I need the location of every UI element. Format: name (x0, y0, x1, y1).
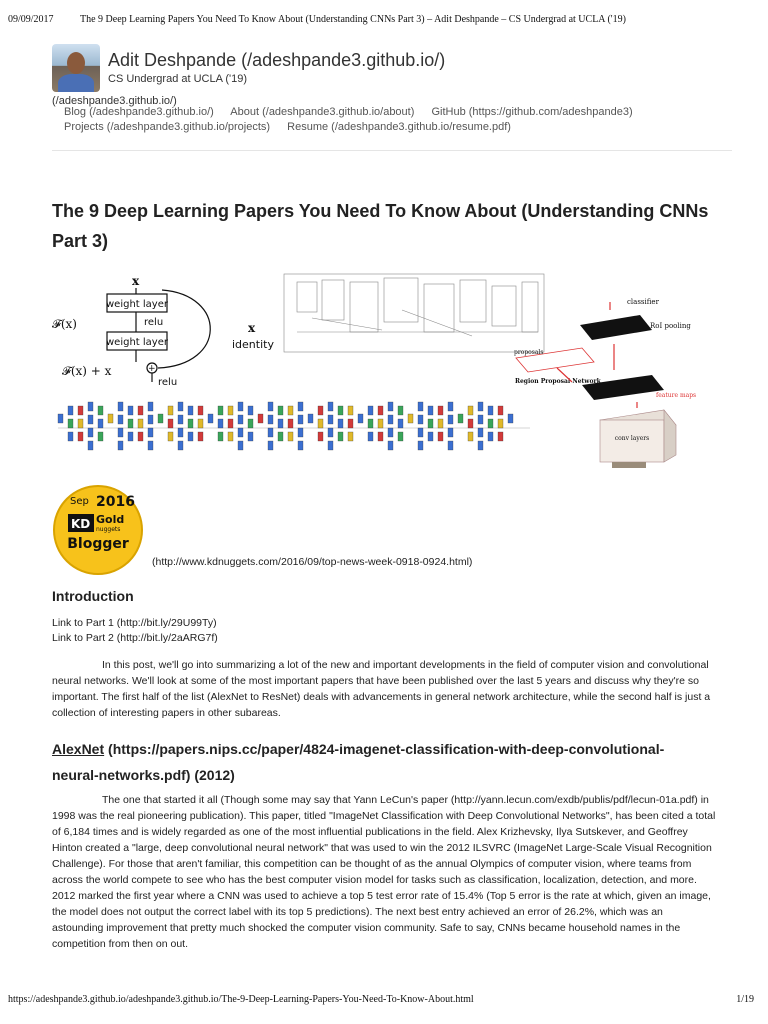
alexnet-paragraph: The one that started it all (Though some may say that Yann LeCun's paper (http://yann.lecun.com/exdb/publis/pdf/lecun-01a.pdf) in 1998 was the real pioneering publication). This paper, titled "ImageNet Classification with Deep Convolutional Networks", has been cited a total of 6,184 times and is widely regarded as one of the most influential publications in the field. Alex Krizhevsky, Ilya Sutskever, and Geoffrey Hinton created a "large, deep convolutional neural network" that was used to win the 2012 ILSVRC (ImageNet Large-Scale Visual Recognition Challenge). For those that aren't familiar, this competition can be thought of as the annual Olympics of computer vision, where teams from across the world compete to see who has the best computer vision model for tasks such as classification, localization, detection, and more. 2012 marked the first year where a CNN was used to achieve a top 5 test error rate of 15.4% (Top 5 error is the rate at which, given an image, the model does not output the correct label with its top 5 predictions). The next best entry achieved an error of 26.2%, which was an astounding improvement that pretty much shocked the computer vision community. Safe to say, CNNs became household names in the competition from then on out. (52, 794, 716, 950)
print-header (8, 14, 754, 25)
inception-module-sketch (284, 274, 544, 352)
nav-blog[interactable]: Blog (/adeshpande3.github.io/) (64, 106, 214, 118)
badge-link[interactable]: (http://www.kdnuggets.com/2016/09/top-news-week-0918-0924.html) (152, 556, 473, 568)
x-identity-x-label: x (248, 321, 256, 335)
proposals-label: proposals (514, 349, 544, 356)
classifier-label: classifier (627, 298, 659, 306)
nav-about[interactable]: About (/adeshpande3.github.io/about) (230, 106, 415, 118)
post-title: The 9 Deep Learning Papers You Need To Know About (Understanding CNNs Part 3) (52, 201, 709, 251)
cnn-figures (52, 270, 732, 470)
cnn-figure-svg (52, 270, 732, 470)
fx-plus-x-label: 𝓕(x) + x (62, 364, 112, 378)
res-x-label: x (132, 274, 140, 288)
nav-github[interactable]: GitHub (https://github.com/adeshpande3) (431, 106, 633, 118)
home-link[interactable]: (/adeshpande3.github.io/) (52, 95, 177, 107)
alexnet-link[interactable]: AlexNet (52, 741, 105, 757)
feature-maps-label: feature maps (656, 392, 697, 399)
badge-gold: Gold (96, 513, 125, 526)
header-divider (52, 150, 732, 151)
alexnet-heading-rest: (https://papers.nips.cc/paper/4824-imagenet-classification-with-deep-convolutional-neural-networks.pdf) (2012) (52, 741, 665, 783)
badge-blogger: Blogger (67, 536, 129, 552)
roi-pooling-label: RoI pooling (650, 322, 691, 330)
site-nav (64, 105, 744, 135)
badge-nuggets: nuggets (96, 526, 121, 533)
alexnet-heading (52, 736, 692, 788)
author-tagline: CS Undergrad at UCLA ('19) (108, 73, 248, 85)
identity-label: identity (232, 338, 274, 351)
link-part-1[interactable]: Link to Part 1 (http://bit.ly/29U99Ty) (52, 617, 217, 629)
author-name-link[interactable]: Adit Deshpande (/adeshpande3.github.io/) (108, 50, 446, 70)
badge-month: Sep (70, 496, 89, 507)
fx-label: 𝓕(x) (52, 317, 77, 331)
rpn-label: Region Proposal Network (515, 378, 601, 385)
nav-projects[interactable]: Projects (/adeshpande3.github.io/projects) (64, 121, 271, 133)
introduction-heading: Introduction (52, 588, 134, 604)
badge-kd: KD (71, 517, 91, 531)
weight-layer-label-2: weight layer (106, 337, 168, 348)
nav-resume[interactable]: Resume (/adeshpande3.github.io/resume.pdf) (287, 121, 511, 133)
faster-rcnn-figure (514, 298, 696, 468)
introduction-paragraph: In this post, we'll go into summarizing a lot of the new and important developments in the field of computer vision and convolutional neural networks. We'll look at some of the most important papers that have been published over the last 5 years and discuss why they're so important. The first half of the list (AlexNet to ResNet) deals with advancements in general network architecture, while the second half is just a collection of interesting papers in other subareas. (52, 659, 711, 719)
avatar[interactable] (52, 44, 100, 92)
classifier-map (580, 315, 652, 340)
googlenet-diagram (58, 402, 530, 450)
print-url: https://adeshpande3.github.io/adeshpande3.github.io/The-9-Deep-Learning-Papers-You-Need-To-Know-About.html (8, 994, 474, 1005)
relu-label-2: relu (158, 377, 178, 388)
print-title: The 9 Deep Learning Papers You Need To Know About (Understanding CNNs Part 3) – Adit Deshpande – CS Undergrad at UCLA ('19) (80, 14, 626, 25)
link-part-2[interactable]: Link to Part 2 (http://bit.ly/2aARG7f) (52, 632, 218, 644)
print-date: 09/09/2017 (8, 14, 54, 25)
conv-layers-label: conv layers (614, 435, 650, 442)
print-footer (8, 994, 754, 1005)
residual-block-figure (52, 274, 274, 388)
weight-layer-label-1: weight layer (106, 299, 168, 310)
badge-year: 2016 (96, 494, 135, 510)
kdnuggets-gold-badge[interactable] (52, 484, 144, 576)
print-page-number: 1/19 (736, 994, 754, 1005)
svg-text:+: + (148, 364, 156, 374)
relu-label-1: relu (144, 317, 164, 328)
